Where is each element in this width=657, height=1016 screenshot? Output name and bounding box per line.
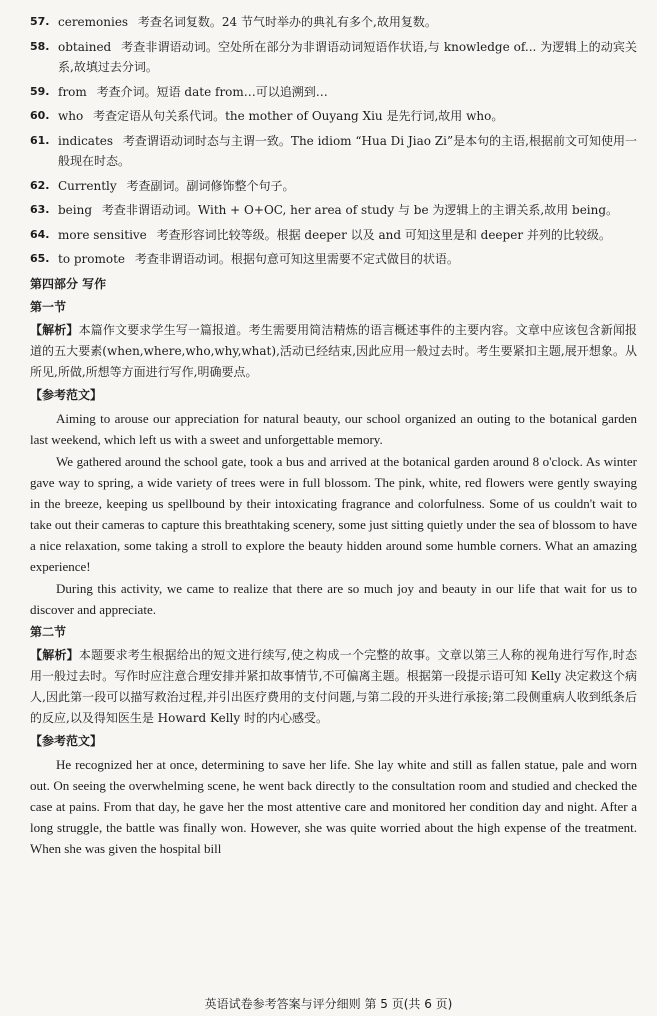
section1-title: 第一节 (30, 299, 67, 314)
item-explanation: 考查谓语动词时态与主谓一致。The idiom “Hua Di Jiao Zi”是本句的主语,根据前文可知使用一般现在时态。 (58, 133, 637, 168)
item-number: 60. (30, 109, 50, 122)
item-explanation: 考查非谓语动词。With + O+OC, her area of study 与 be 为逻辑上的主谓关系,故用 being。 (101, 203, 619, 217)
item-explanation: 考查非谓语动词。根据句意可知这里需要不定式做目的状语。 (134, 252, 459, 266)
item-explanation: 考查介词。短语 date from…可以追溯到… (96, 84, 328, 99)
page-footer: 英语试卷参考答案与评分细则 第 5 页(共 6 页) (204, 997, 453, 1011)
item-number: 62. (30, 178, 50, 192)
answer-item (30, 131, 637, 172)
item-answer: from (58, 84, 87, 99)
essay-paragraph: Aiming to arouse our appreciation for natural beauty, our school organized an outing to the botanical garden last weekend, which left us with a sweet and unforgettable memory. (30, 410, 637, 447)
item-answer: indicates (58, 133, 114, 148)
item-number: 57. (30, 15, 50, 28)
item-explanation: 考查名词复数。24 节气时举办的典礼有多个,故用复数。 (137, 15, 437, 29)
essay-paragraph: We gathered around the school gate, took a bus and arrived at the botanical garden around 8 o'clock. As winter gave way to spring, a wide variety of trees were in full blossom. The pink, white, red flowers were gently swaying in the breeze, keeping us spellbound by their intoxicating fragrance and colorfulness. Some of us couldn't wait to take out their cameras to capture this breathtaking scenery, some just sitting quietly under the sea of blossom to have a nice relaxation, some taking a stroll to explore the beauty hidden around some humble corners. What an amazing experience! (30, 453, 637, 574)
item-answer: more sensitive (58, 227, 147, 242)
answer-item (30, 12, 637, 33)
item-explanation: 考查定语从句关系代词。the mother of Ouyang Xiu 是先行词,故用 who。 (93, 109, 504, 123)
item-number: 61. (30, 133, 50, 147)
answer-item (30, 200, 637, 221)
item-answer: Currently (58, 178, 117, 193)
item-number: 58. (30, 39, 50, 53)
answer-item (30, 82, 637, 103)
analysis-text: 本题要求考生根据给出的短文进行续写,使之构成一个完整的故事。文章以第三人称的视角进行写作,时态用一般过去时。写作时应注意合理安排并紧扣故事情节,不可偏离主题。根据第一段提示语可知 Kelly 决定救这个病人,因此第一段可以描写救治过程,并引出医疗费用的支付问题,与第二段的开头进行承接;第二段侧重病人收到纸条后的反应,以及得知医生是 Howard Kelly 时的内心感受。 (30, 647, 637, 725)
item-answer: ceremonies (58, 15, 129, 29)
analysis-tag: 【解析】 (30, 322, 79, 337)
item-explanation: 考查非谓语动词。空处所在部分为非谓语动词短语作状语,与 knowledge of... 为逻辑上的动宾关系,故填过去分词。 (58, 39, 638, 74)
essay-paragraph: He recognized her at once, determining to save her life. She lay white and still as fallen statue, pale and worn out. On seeing the overwhelming scene, he went back directly to the consultation room and studied and checked the case at pains. From that day, he gave her the most attentive care and monitored her condition day and night. After a long struggle, the battle was finally won. However, she was quite worried about the high expense of the treatment. When she was given the hospital bill (30, 756, 637, 856)
item-number: 64. (30, 227, 50, 241)
item-number: 59. (30, 84, 50, 98)
section2-analysis (30, 645, 637, 729)
item-number: 63. (30, 203, 50, 216)
answer-item (30, 176, 637, 197)
section1-analysis (30, 320, 637, 383)
part4-title: 第四部分 写作 (30, 276, 107, 291)
answer-list (30, 12, 637, 270)
section2-title: 第二节 (30, 624, 67, 639)
item-explanation: 考查形容词比较等级。根据 deeper 以及 and 可知这里是和 deeper 并列的比较级。 (156, 227, 611, 242)
answer-item (30, 106, 637, 127)
item-answer: obtained (58, 39, 112, 54)
answer-item (30, 249, 637, 270)
section2-sample-tag: 【参考范文】 (30, 733, 103, 748)
item-number: 65. (30, 252, 50, 265)
item-answer: who (58, 109, 84, 123)
answer-item (30, 37, 637, 78)
analysis-tag: 【解析】 (30, 647, 79, 662)
item-answer: being (58, 203, 93, 217)
item-answer: to promote (58, 252, 126, 266)
essay-paragraph: During this activity, we came to realize that there are so much joy and beauty in our life that wait for us to discover and appreciate. (30, 580, 637, 617)
analysis-text: 本篇作文要求学生写一篇报道。考生需要用简洁精炼的语言概述事件的主要内容。文章中应该包含新闻报道的五大要素(when,where,who,why,what),活动已经结束,因此应用一般过去时。考生要紧扣主题,展开想象。从所见,所做,所想等方面进行写作,明确要点。 (30, 322, 637, 379)
section1-sample-tag: 【参考范文】 (30, 387, 103, 402)
item-explanation: 考查副词。副词修饰整个句子。 (126, 178, 295, 193)
answer-item (30, 225, 637, 246)
